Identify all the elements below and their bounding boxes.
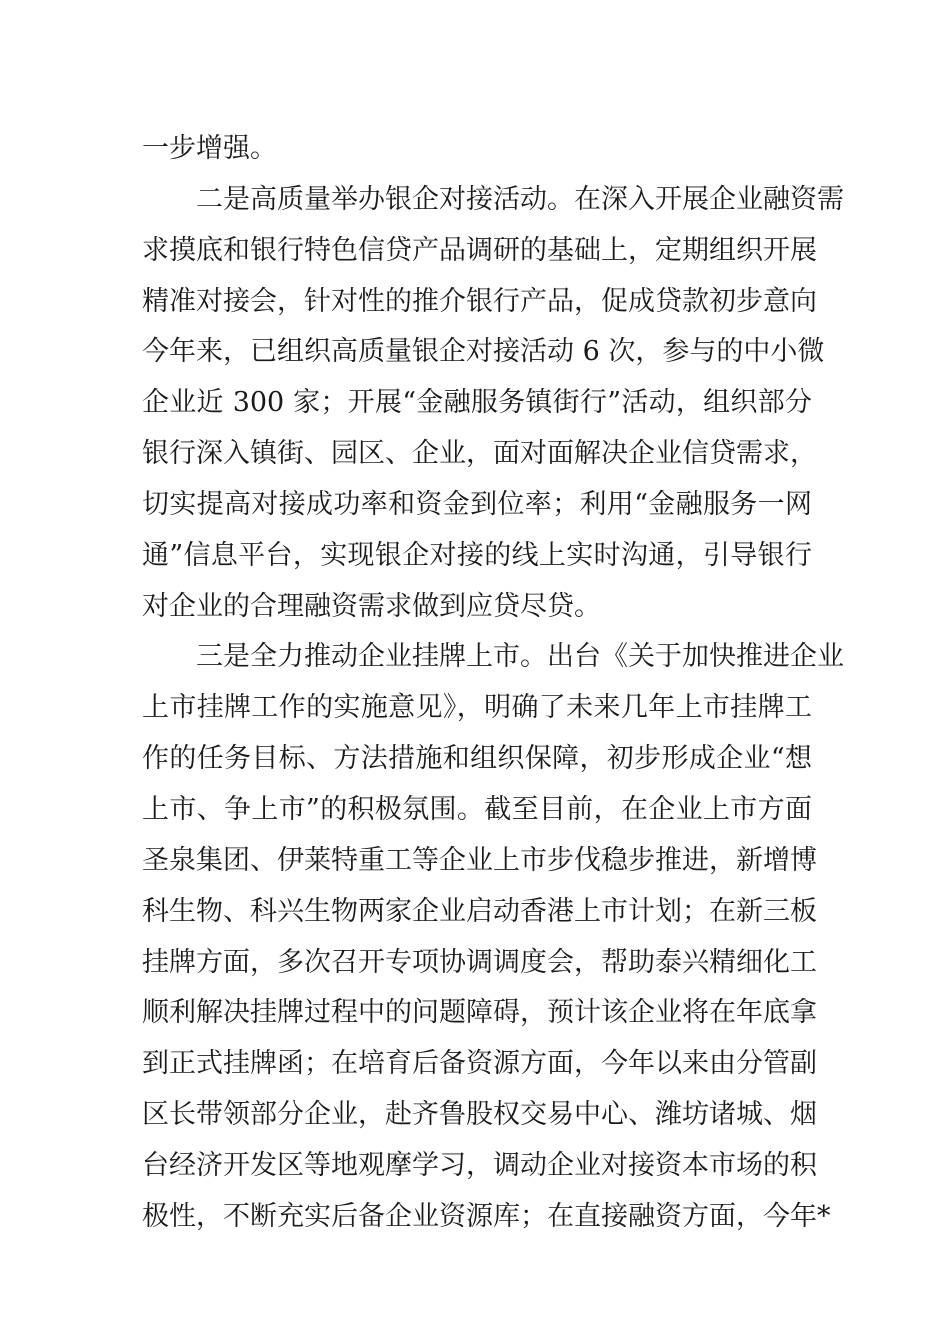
paragraph-line: 科生物、科兴生物两家企业启动香港上市计划；在新三板 — [142, 895, 817, 927]
paragraph-line: 台经济开发区等地观摩学习，调动企业对接资本市场的积 — [142, 1149, 817, 1181]
paragraph-line: 求摸底和银行特色信贷产品调研的基础上，定期组织开展 — [142, 234, 817, 266]
paragraph-line: 精准对接会，针对性的推介银行产品，促成贷款初步意向 — [142, 285, 817, 317]
paragraph-line: 到正式挂牌函；在培育后备资源方面，今年以来由分管副 — [142, 1048, 817, 1080]
paragraph-line: 顺利解决挂牌过程中的问题障碍，预计该企业将在年底拿 — [142, 997, 817, 1029]
paragraph-line: 一步增强。 — [142, 133, 277, 164]
paragraph-line: 今年来，已组织高质量银企对接活动 6 次，参与的中小微 — [142, 336, 825, 368]
paragraph-line: 极性，不断充实后备企业资源库；在直接融资方面，今年* — [142, 1200, 831, 1232]
paragraph-line: 企业近 300 家；开展“金融服务镇街行”活动，组织部分 — [142, 387, 812, 419]
paragraph-line: 通”信息平台，实现银企对接的线上实时沟通，引导银行 — [142, 539, 812, 571]
paragraph-line: 银行深入镇街、园区、企业，面对面解决企业信贷需求， — [142, 438, 817, 470]
paragraph-line: 作的任务目标、方法措施和组织保障，初步形成企业“想 — [142, 743, 812, 775]
paragraph-line: 对企业的合理融资需求做到应贷尽贷。 — [142, 590, 601, 622]
paragraph-line: 二是高质量举办银企对接活动。在深入开展企业融资需 — [196, 183, 844, 215]
paragraph-line: 切实提高对接成功率和资金到位率；利用“金融服务一网 — [142, 488, 812, 520]
paragraph-line: 上市、争上市”的积极氛围。截至目前，在企业上市方面 — [142, 793, 812, 825]
paragraph-line: 挂牌方面，多次召开专项协调调度会，帮助泰兴精细化工 — [142, 946, 817, 978]
document-body — [142, 124, 844, 1243]
paragraph-line: 区长带领部分企业，赴齐鲁股权交易中心、潍坊诸城、烟 — [142, 1099, 817, 1131]
paragraph-line: 上市挂牌工作的实施意见》，明确了未来几年上市挂牌工 — [142, 692, 812, 724]
paragraph-line: 三是全力推动企业挂牌上市。出台《关于加快推进企业 — [196, 641, 844, 673]
paragraph-line: 圣泉集团、伊莱特重工等企业上市步伐稳步推进，新增博 — [142, 844, 817, 876]
